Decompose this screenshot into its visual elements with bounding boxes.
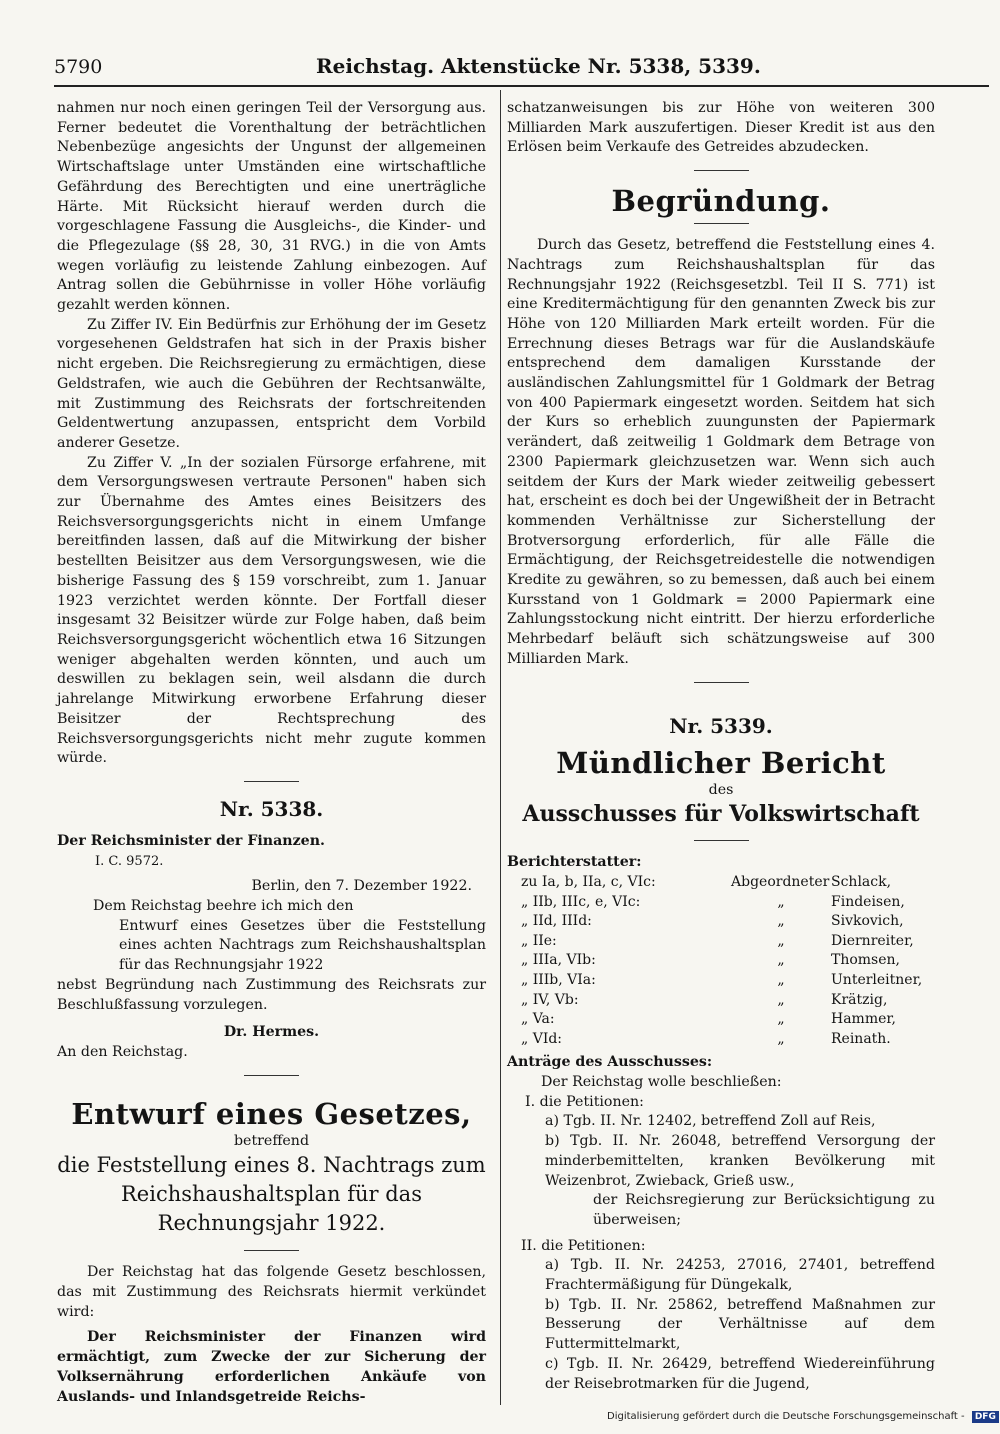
reporters-table: [507, 873, 937, 1049]
reporter-topic: zu Ia, b, IIa, c, VIc:: [521, 873, 656, 890]
paragraph-ziffer-v: Zu Ziffer V. „In der sozialen Fürsorge erfahrene, mit dem Versorgungswesen vertraute Personen" haben sich zur Übernahme des Amtes eines Beisitzers des Reichsversorgungsgerichts nicht in einem Umfange bereitfinden lassen, daß auf die Mitwirkung der bisher bestellten Beisitzer aus dem Versorgungswesen, wie die bisherige Fassung des § 159 vorschreibt, zum 1. Januar 1923 verzichtet werden könnte. Der Fortfall dieser insgesamt 32 Beisitzer würde zur Folge haben, daß beim Reichsversorgungsgericht wöchentlich etwa 16 Sitzungen weniger abgehalten werden könnten, und auch um deswillen zu beklagen sein, weil alsdann die durch jahrelange Mitwirkung erworbene Erfahrung dieser Beisitzer der Rechtsprechung des Reichsversorgungsgerichts nicht mehr zugute kommen würde.: [57, 454, 486, 767]
reporters-label: Berichterstatter:: [507, 854, 642, 871]
petition-item: c) Tgb. II. Nr. 26429, betreffend Wiedereinführung der Reisebrotmarken für die Jugend,: [545, 1355, 935, 1392]
draft-law-subject: die Feststellung eines 8. Nachtrags zum Reichshaushaltsplan für das Rechnungsjahr 1922.: [57, 1153, 486, 1236]
paragraph-continuation: nahmen nur noch einen geringen Teil der Versorgung aus. Ferner bedeutet die Vorenthaltung der beträchtlichen Nebenbezüge angesichts der Ungunst der allgemeinen Wirtschaftslage unter Umständen eine wirtschaftliche Gefährdung des Berechtigten und eine unerträgliche Härte. Mit Rücksicht hierauf werden durch die vorgeschlagene Fassung die Ausgleichs-, die Kinder- und die Pflegezulage (§§ 28, 30, 31 RVG.) in die von Amts wegen vorläufig zu leistende Zahlung einbezogen. Auf Antrag sollen die Gebührnisse in voller Höhe vorläufig gezahlt werden können.: [57, 100, 486, 314]
section-i-label: I. die Petitionen:: [525, 1093, 644, 1110]
reporter-name: Unterleitner,: [831, 971, 923, 988]
enacting-clause: Der Reichstag hat das folgende Gesetz beschlossen, das mit Zustimmung des Reichsrats hiermit verkündet wird:: [57, 1264, 486, 1320]
section-separator: [244, 1250, 299, 1251]
document-number-5338: Nr. 5338.: [219, 796, 324, 821]
reporter-role: „: [777, 893, 785, 910]
section-separator: [694, 170, 749, 171]
column-divider: [500, 90, 501, 1405]
header-rule: [54, 85, 989, 87]
section-ii-petitions: [507, 1256, 935, 1394]
reporter-topic: „ IV, Vb:: [521, 991, 579, 1008]
reporter-name: Schlack,: [831, 873, 892, 890]
reporter-name: Thomsen,: [831, 952, 900, 969]
addressee: An den Reichstag.: [57, 1043, 188, 1060]
section-i-result: der Reichsregierung zur Berücksichtigung zu überweisen;: [593, 1192, 935, 1228]
paragraph-ziffer-iv: Zu Ziffer IV. Ein Bedürfnis zur Erhöhung der im Gesetz vorgesehenen Geldstrafen hat sich in der Praxis bisher nicht ergeben. Die Reichsregierung zu ermächtigen, diese Geldstrafen, wie auch die Gebühren der Rechtsanwälte, mit Zustimmung des Reichsrats der fortschreitenden Geldentwertung anzupassen, entspricht dem Vorbild anderer Gesetze.: [57, 316, 486, 451]
reporter-topic: „ IIb, IIIc, e, VIc:: [521, 893, 641, 910]
letter-close: nebst Begründung nach Zustimmung des Reichsrats zur Beschlußfassung vorzulegen.: [57, 976, 486, 1013]
signature: Dr. Hermes.: [223, 1024, 320, 1041]
reporter-row: [507, 873, 937, 893]
reporter-topic: „ IIe:: [521, 932, 557, 949]
reporter-row: [507, 932, 937, 952]
section-separator: [244, 1075, 299, 1076]
reporter-topic: „ IIIb, VIa:: [521, 971, 596, 988]
reporter-name: Hammer,: [831, 1011, 896, 1028]
left-column: [57, 99, 486, 1407]
begruendung-text: Durch das Gesetz, betreffend die Feststellung eines 4. Nachtrags zum Reichshaushaltsplan für das Rechnungsjahr 1922 (Reichsgesetzbl. Teil II S. 771) ist eine Kreditermächtigung für den genannten Zweck bis zur Höhe von 120 Milliarden Mark erteilt worden. Für die Errechnung dieses Betrags war für die Auslandskäufe entsprechend dem damaligen Kursstande der ausländischen Zahlungsmittel für 1 Goldmark der Betrag von 400 Papiermark eingesetzt worden. Seitdem hat sich der Kurs so erheblich zuungunsten der Papiermark verändert, daß zeitweilig 1 Goldmark dem Betrage von 2300 Papiermark gleichzusetzen war. Wenn sich auch seitdem der Kurs der Mark wieder zeitweilig gebessert hat, erscheint es doch bei der Ungewißheit der in Betracht kommenden Verhältnisse zur Sicherstellung der Brotversorgung erforderlich, für alle Fälle die Ermächtigung, der Reichsgetreidestelle die notwendigen Kredite zu gewähren, so zu bemessen, daß auch bei einem Kursstand von 1 Goldmark = 2000 Papiermark eine Zahlungsstockung nicht eintritt. Der hierzu erforderliche Mehrbedarf beläuft sich schätzungsweise auf 300 Milliarden Mark.: [507, 237, 935, 667]
report-title: Mündlicher Bericht: [556, 745, 886, 780]
reporter-role: Abgeordneter: [731, 873, 830, 890]
motions-label: Anträge des Ausschusses:: [507, 1054, 713, 1071]
begruendung-title: Begründung.: [611, 184, 831, 219]
right-column: [507, 99, 935, 1394]
section-ii-label: II. die Petitionen:: [521, 1237, 646, 1254]
reporter-row: [507, 912, 937, 932]
reporter-name: Reinath.: [831, 1030, 891, 1047]
law-text: Der Reichsminister der Finanzen wird ermächtigt, zum Zwecke der zur Sicherung der Volksernährung erforderlichen Ankäufe von Auslands- und Inlandsgetreide Reichs-: [57, 1329, 486, 1405]
reporter-topic: „ VId:: [521, 1030, 563, 1047]
place-date: Berlin, den 7. Dezember 1922.: [251, 878, 472, 895]
reporter-role: „: [777, 991, 785, 1008]
report-committee: Ausschusses für Volkswirtschaft: [522, 801, 920, 828]
running-title: Reichstag. Aktenstücke Nr. 5338, 5339.: [316, 54, 761, 78]
page-number: 5790: [54, 56, 103, 78]
petition-item: b) Tgb. II. Nr. 26048, betreffend Versorgung der minderbemittelten, kranken Bevölkerung mit Weizenbrot, Zwieback, Grieß usw.,: [545, 1133, 935, 1189]
reporter-name: Sivkovich,: [831, 913, 904, 930]
reporter-name: Diernreiter,: [831, 932, 914, 949]
motions-intro: Der Reichstag wolle beschließen:: [541, 1074, 782, 1091]
draft-betreffend: betreffend: [233, 1132, 310, 1149]
reporter-role: „: [777, 971, 785, 988]
petition-item: a) Tgb. II. Nr. 12402, betreffend Zoll auf Reis,: [545, 1113, 876, 1130]
petition-item: a) Tgb. II. Nr. 24253, 27016, 27401, betreffend Frachtermäßigung für Düngekalk,: [545, 1257, 935, 1294]
sender: Der Reichsminister der Finanzen.: [57, 832, 325, 849]
reporter-role: „: [777, 952, 785, 969]
document-number-5339: Nr. 5339.: [669, 713, 773, 738]
reporter-role: „: [777, 1011, 785, 1028]
letter-subject: Entwurf eines Gesetzes über die Feststellung eines achten Nachtrags zum Reichshaushaltsplan für das Rechnungsjahr 1922: [119, 917, 486, 974]
reporter-row: [507, 893, 937, 913]
footer-credit: [607, 1411, 999, 1423]
reporter-topic: „ IIIa, VIb:: [521, 952, 596, 969]
dfg-logo: DFG: [972, 1411, 999, 1423]
reference-number: I. C. 9572.: [95, 853, 164, 869]
petition-item: b) Tgb. II. Nr. 25862, betreffend Maßnahmen zur Besserung der Verhältnisse auf dem Futtermittelmarkt,: [545, 1296, 935, 1353]
reporter-name: Krätzig,: [831, 991, 888, 1008]
letter-intro: Dem Reichstag beehre ich mich den: [93, 898, 354, 915]
reporter-row: [507, 1010, 937, 1030]
reporter-row: [507, 971, 937, 991]
reporter-role: „: [777, 932, 785, 949]
reporter-role: „: [777, 913, 785, 930]
section-separator: [244, 781, 299, 782]
section-separator: [694, 223, 749, 224]
reporter-row: [507, 951, 937, 971]
reporter-topic: „ Va:: [521, 1011, 555, 1028]
reporter-name: Findeisen,: [831, 893, 905, 910]
reporter-row: [507, 1030, 937, 1050]
reporter-row: [507, 991, 937, 1011]
reporter-role: „: [777, 1030, 785, 1047]
section-i-petitions: [507, 1112, 935, 1191]
page-header: [54, 52, 988, 86]
law-text-continuation: schatzanweisungen bis zur Höhe von weiteren 300 Milliarden Mark auszufertigen. Dieser Kredit ist aus den Erlösen beim Verkaufe des Getreides abzudecken.: [507, 100, 935, 156]
footer-text: Digitalisierung gefördert durch die Deutsche Forschungsgemeinschaft -: [607, 1411, 965, 1422]
reporter-topic: „ IId, IIId:: [521, 913, 592, 930]
report-des: des: [708, 781, 734, 798]
section-separator: [694, 840, 749, 841]
section-separator: [694, 682, 749, 683]
draft-law-title: Entwurf eines Gesetzes,: [71, 1096, 472, 1131]
